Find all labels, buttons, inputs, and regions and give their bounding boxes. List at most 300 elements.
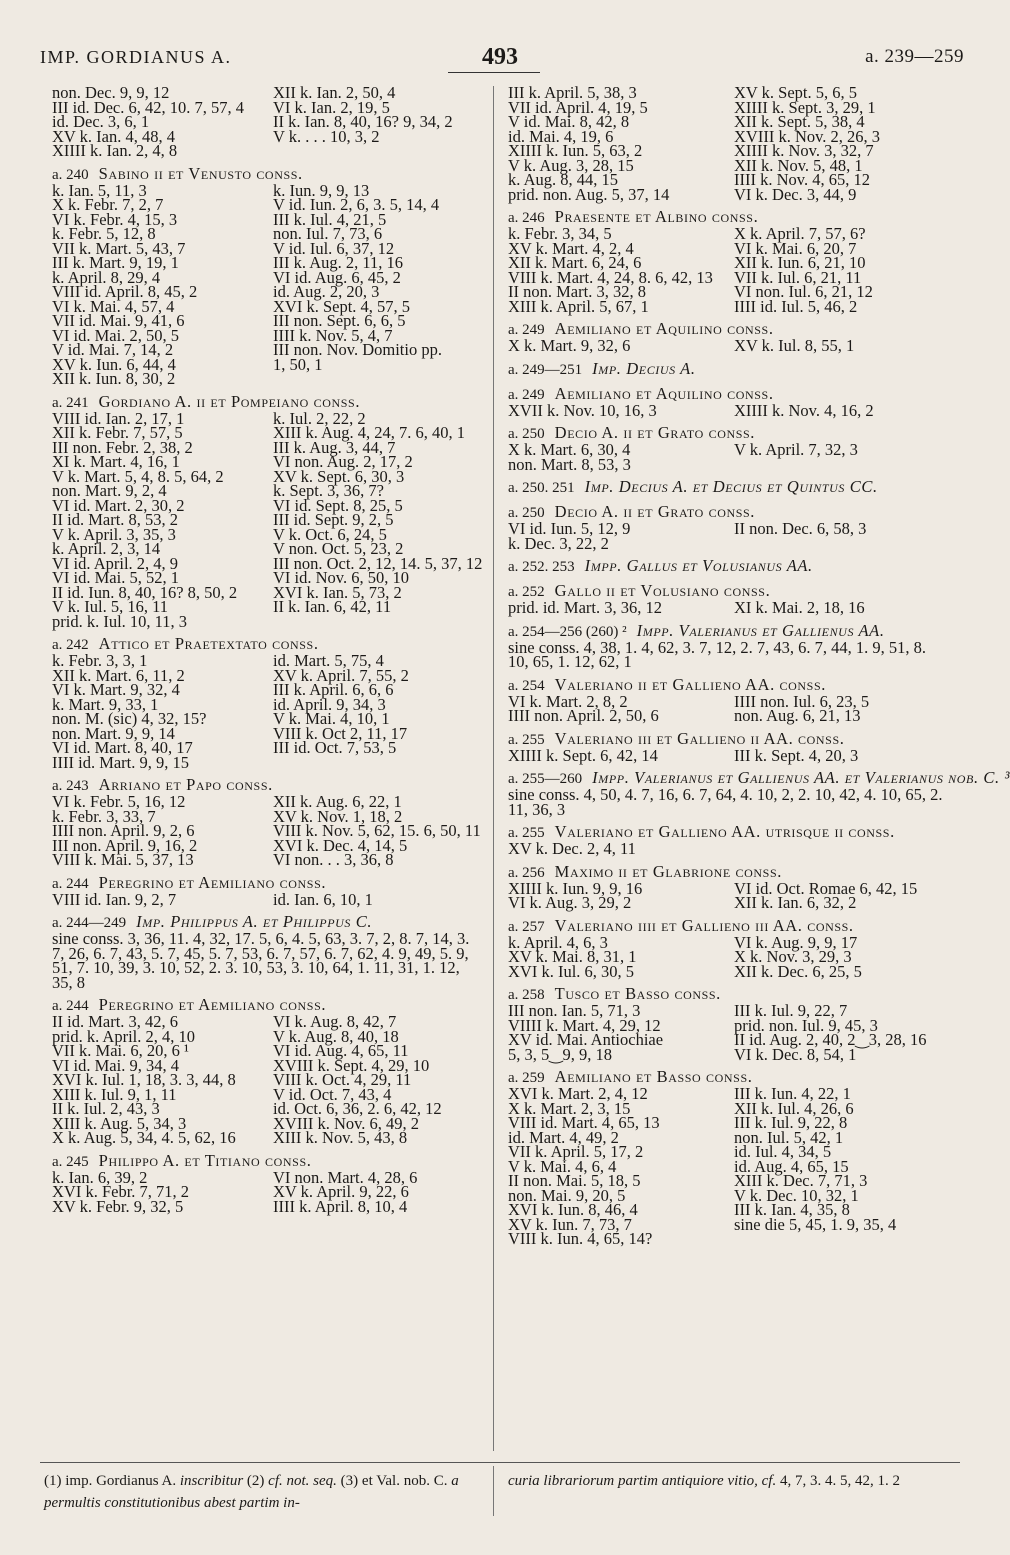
date-entry: IIII non. April. 2, 50, 6 [508, 706, 659, 725]
date-entry: VI k. Dec. 3, 44, 9 [734, 184, 857, 204]
date-entry: V id. Iul. 6, 37, 12 [273, 238, 395, 258]
date-entry: VI id. Mai. 9, 34, 4 [52, 1055, 179, 1075]
chronology-block [508, 1068, 948, 1247]
date-entry: V k. Aug. 8, 40, 18 [273, 1026, 399, 1046]
date-entry: XVI k. Mart. 2, 4, 12 [508, 1084, 648, 1103]
date-entry: II non. Mai. 5, 18, 5 [508, 1171, 641, 1190]
chronology-block [52, 165, 482, 387]
entry-grid [508, 745, 948, 765]
date-entry: VI k. Dec. 8, 54, 1 [734, 1044, 857, 1064]
date-entry: VI id. Oct. Romae 6, 42, 15 [734, 878, 918, 898]
date-entry: XII k. Febr. 7, 57, 5 [52, 423, 183, 442]
date-entry: VI id. Nov. 6, 50, 10 [273, 568, 409, 587]
entry-grid [508, 224, 948, 316]
date-entry: sine die 5, 45, 1. 9, 35, 4 [734, 1214, 897, 1234]
chronology-block [508, 730, 948, 764]
date-entry: V id. Mai. 8, 42, 8 [508, 112, 630, 131]
consuls-label: Decio A. ii et Grato conss. [554, 502, 756, 521]
date-entry: X k. Mart. 6, 30, 4 [508, 440, 631, 459]
consuls-label: Arriano et Papo conss. [98, 775, 273, 794]
footnote-divider [493, 1466, 494, 1516]
date-entry: VI k. Mai. 6, 20, 7 [734, 238, 857, 258]
consuls-label: Valeriano iii et Gallieno ii AA. conss. [554, 728, 845, 748]
date-entry: XVII k. Nov. 10, 16, 3 [508, 400, 657, 420]
date-entry: V k. April. 3, 35, 3 [52, 524, 176, 544]
consuls-label: Impp. Valerianus et Gallienus AA. [636, 620, 885, 640]
date-entry: XII k. Ian. 6, 32, 2 [734, 893, 857, 912]
consuls-label: Philippo A. et Titiano conss. [98, 1150, 312, 1170]
sine-conss-paragraph: sine conss. 3, 36, 11. 4, 32, 17. 5, 6, 4. 5, 63, 3. 7, 2, 8. 7, 14, 3. 7, 26, 6. 7, 43, 5. 7, 45, 5. 7, 53, 6. 7, 57, 6. 7, 62, 4. 9, 49, 5. 9, 51, 7. 10, 39, 3. 10, 52, 2. 3. 10, 53, 3. 10, 64, 1. 11, 31, 1. 12, 35, 8 [52, 929, 470, 992]
consuls-label: Valeriano iiii et Gallieno iii AA. conss. [554, 915, 854, 935]
year-label: a. 250. 251 [508, 480, 575, 496]
date-entry: V non. Oct. 5, 23, 2 [273, 539, 404, 558]
footnote-2-italic: cf. not. seq. [268, 1473, 337, 1489]
date-entry: XV k. Ian. 4, 48, 4 [52, 126, 175, 146]
footnote-3-italic: a permultis constitutionibus abest partim in- [44, 1473, 459, 1511]
date-entry: k. Ian. 6, 39, 2 [52, 1167, 148, 1187]
chronology-block [52, 996, 482, 1146]
footnote-3-continued: curia librariorum partim antiquiore vitio, [508, 1473, 758, 1489]
date-entry: VIII k. Mai. 5, 37, 13 [52, 850, 194, 869]
date-entry [728, 458, 948, 473]
chronology-block [508, 768, 1010, 819]
date-entry: k. April. 4, 6, 3 [508, 932, 608, 952]
date-entry: VI k. Mart. 9, 32, 4 [52, 680, 180, 699]
entry-grid [508, 519, 948, 553]
date-entry: XV k. Iul. 8, 55, 1 [734, 336, 855, 355]
date-entry: VI k. Febr. 4, 15, 3 [52, 209, 178, 229]
date-entry: prid. k. April. 2, 4, 10 [52, 1026, 195, 1046]
date-entry: non. Mart. 9, 9, 14 [52, 723, 175, 743]
date-entry: VI id. Aug. 6, 45, 2 [273, 267, 401, 287]
date-entry: VIII k. Iun. 4, 65, 14? [508, 1229, 653, 1248]
year-label: a. 250 [508, 505, 545, 521]
date-entry [728, 537, 948, 552]
date-entry: XII k. Mart. 6, 11, 2 [52, 665, 185, 685]
date-entry: III non. Nov. Domitio pp. [273, 340, 442, 359]
entry-grid [508, 598, 948, 617]
date-entry: III k. Aug. 3, 44, 7 [273, 437, 396, 457]
date-entry: k. Sept. 3, 36, 7? [273, 481, 384, 500]
date-entry: III id. Sept. 9, 2, 5 [273, 510, 394, 529]
date-entry: XIIII k. Sept. 6, 42, 14 [508, 745, 658, 765]
date-entry: XIIII k. Sept. 3, 29, 1 [734, 97, 876, 117]
entry-grid [52, 180, 482, 388]
date-entry: XV k. Sept. 6, 30, 3 [273, 466, 405, 486]
date-entry: id. Ian. 6, 10, 1 [273, 889, 373, 909]
year-label: a. 254 [508, 677, 545, 694]
date-entry: V id. Oct. 7, 43, 4 [273, 1084, 392, 1104]
date-entry: non. M. (sic) 4, 32, 15? [52, 709, 207, 728]
date-entry: V k. Aug. 3, 28, 15 [508, 155, 634, 175]
date-entry: VII k. Iul. 6, 21, 11 [734, 267, 862, 287]
footnote-1: (1) imp. Gordianus A. [44, 1473, 177, 1489]
date-entry: VIII id. Ian. 2, 17, 1 [52, 408, 185, 428]
date-entry: X k. Aug. 5, 34, 4. 5, 62, 16 [52, 1128, 236, 1147]
date-entry: V k. Mart. 5, 4, 8. 5, 64, 2 [52, 466, 224, 486]
year-label: a. 240 [52, 166, 89, 183]
date-entry: XIII k. Iul. 9, 1, 11 [52, 1084, 177, 1104]
date-entry: XV k. Sept. 5, 6, 5 [734, 83, 857, 102]
chronology-block [52, 1152, 482, 1215]
date-entry: non. Mart. 9, 2, 4 [52, 481, 167, 500]
date-entry: XIII k. April. 5, 67, 1 [508, 296, 649, 316]
date-entry: III non. Ian. 5, 71, 3 [508, 1001, 641, 1020]
consuls-label: Gordiano A. ii et Pompeiano conss. [98, 391, 361, 411]
date-entry: XVI k. Febr. 7, 71, 2 [52, 1182, 190, 1201]
date-entry: II id. Mart. 8, 53, 2 [52, 510, 179, 529]
year-label: a. 243 [52, 778, 89, 794]
sine-conss-paragraph: sine conss. 4, 38, 1. 4, 62, 3. 7, 12, 2. 7, 43, 6. 7, 44, 1. 9, 51, 8. 10, 65, 1. 12, 62, 1 [508, 637, 926, 671]
year-label: a. 241 [52, 394, 89, 411]
year-label: a. 259 [508, 1070, 545, 1086]
date-entry: VI k. Aug. 9, 9, 17 [734, 932, 858, 952]
date-entry: XIII k. Nov. 5, 43, 8 [273, 1128, 408, 1147]
year-label: a. 252 [508, 584, 545, 600]
chronology-block [508, 208, 948, 314]
consuls-label: Imp. Decius A. [592, 358, 696, 378]
date-entry: k. Aug. 8, 44, 15 [508, 170, 619, 189]
running-head-right: a. 239—259 [865, 46, 964, 67]
date-entry: non. Aug. 6, 21, 13 [734, 706, 861, 725]
date-entry: k. Febr. 3, 3, 1 [52, 651, 148, 670]
date-entry: 5, 3, 5‿9, 9, 18 [508, 1044, 613, 1064]
date-entry: XV k. Dec. 2, 4, 11 [508, 839, 636, 858]
date-entry: III k. Aug. 2, 11, 16 [273, 253, 404, 272]
consuls-label: Tusco et Basso conss. [554, 984, 721, 1003]
date-entry: non. Mai. 9, 20, 5 [508, 1185, 626, 1205]
date-entry: XVI k. Iul. 1, 18, 3. 3, 44, 8 [52, 1070, 236, 1089]
date-entry: IIII non. Iul. 6, 23, 5 [734, 691, 870, 711]
chronology-block [508, 320, 948, 354]
date-entry: III k. Ian. 4, 35, 8 [734, 1200, 850, 1219]
consuls-label: Sabino ii et Venusto conss. [98, 163, 303, 183]
date-entry: III k. Iul. 9, 22, 8 [734, 1113, 848, 1132]
date-entry: XV k. April. 9, 22, 6 [273, 1182, 409, 1201]
footnote-2: (2) [246, 1473, 265, 1489]
entry-grid [508, 336, 948, 355]
date-entry: XIIII k. Nov. 4, 16, 2 [734, 400, 874, 420]
date-entry: k. April. 8, 29, 4 [52, 267, 161, 287]
date-entry: XIIII k. Ian. 2, 4, 8 [52, 141, 178, 160]
entry-grid [508, 839, 948, 858]
sine-conss-paragraph: sine conss. 4, 50, 4. 7, 16, 6. 7, 64, 4. 10, 2, 2. 10, 42, 4. 10, 65, 2. 11, 36, 3 [508, 785, 943, 819]
date-entry: II non. Mart. 3, 32, 8 [508, 282, 646, 301]
consuls-label: Valeriano ii et Gallieno AA. conss. [554, 674, 826, 694]
section-heading [508, 360, 948, 379]
date-entry: VIII k. Oct 2, 11, 17 [273, 723, 408, 743]
date-entry: XIIII k. Iun. 5, 63, 2 [508, 141, 643, 160]
date-entry: XII k. Mart. 6, 24, 6 [508, 253, 642, 272]
date-entry: VIIII k. Mart. 4, 29, 12 [508, 1015, 661, 1035]
consuls-label: Praesente et Albino conss. [554, 207, 759, 226]
date-entry: id. Iul. 4, 34, 5 [734, 1142, 832, 1161]
date-entry: XV k. Mart. 4, 2, 4 [508, 238, 634, 258]
date-entry: VI id. Sept. 8, 25, 5 [273, 495, 403, 515]
date-entry: XII k. Ian. 2, 50, 4 [273, 83, 396, 102]
date-entry: VIII id. Mart. 4, 65, 13 [508, 1113, 660, 1132]
date-entry: VI id. Mai. 5, 52, 1 [52, 568, 179, 587]
date-entry: XVIII k. Nov. 2, 26, 3 [734, 126, 881, 146]
date-entry: non. Mart. 8, 53, 3 [508, 454, 631, 474]
date-entry: k. April. 2, 3, 14 [52, 539, 161, 558]
date-entry: III non. April. 9, 16, 2 [52, 835, 198, 855]
year-label: a. 245 [52, 1153, 89, 1170]
date-entry: IIII k. Nov. 5, 4, 7 [273, 325, 393, 345]
date-entry: V k. Mai. 4, 10, 1 [273, 709, 390, 728]
date-entry: XIII k. Dec. 7, 71, 3 [734, 1171, 868, 1190]
entry-grid [52, 792, 482, 869]
date-entry: XVI k. Sept. 4, 57, 5 [273, 296, 411, 316]
date-entry: VI id. Mart. 8, 40, 17 [52, 738, 193, 757]
date-entry: id. Aug. 4, 65, 15 [734, 1156, 849, 1176]
date-entry: X k. Nov. 3, 29, 3 [734, 947, 852, 966]
date-entry: VIII k. Oct. 4, 29, 11 [273, 1070, 412, 1089]
year-label: a. 254—256 (260) ² [508, 623, 627, 640]
date-entry: prid. non. Iul. 9, 45, 3 [734, 1015, 878, 1035]
date-entry: III k. Iul. 9, 22, 7 [734, 1001, 848, 1020]
date-entry: k. Iul. 2, 22, 2 [273, 408, 366, 428]
date-entry: III k. Iul. 4, 21, 5 [273, 209, 387, 229]
entry-grid [508, 932, 948, 981]
year-label: a. 249—251 [508, 361, 583, 378]
running-head-left: IMP. GORDIANUS A. [40, 47, 232, 67]
date-entry: VII id. April. 4, 19, 5 [508, 97, 648, 117]
date-entry: VI id. April. 2, 4, 9 [52, 553, 179, 573]
date-entry: XI k. Mart. 4, 16, 1 [52, 452, 180, 471]
date-entry: X k. Mart. 2, 3, 15 [508, 1098, 631, 1118]
date-entry: V k. April. 7, 32, 3 [734, 440, 858, 459]
right-column [508, 83, 1010, 1456]
date-entry: IIII k. Nov. 4, 65, 12 [734, 170, 870, 189]
consuls-label: Imp. Decius A. et Decius et Quintus CC. [584, 477, 878, 496]
date-entry: XV id. Mai. Antiochiae [508, 1030, 664, 1049]
entry-grid [52, 651, 482, 772]
footnote-3-cf: cf. [761, 1473, 777, 1489]
chronology-block [508, 863, 948, 911]
date-entry: XII k. Aug. 6, 22, 1 [273, 792, 402, 811]
year-label: a. 256 [508, 864, 545, 881]
chronology-block [508, 823, 948, 857]
chronology-block [52, 393, 482, 630]
consuls-label: Attico et Praetextato conss. [98, 634, 319, 653]
date-entry: XVIII k. Nov. 6, 49, 2 [273, 1113, 420, 1133]
consuls-label: Maximo ii et Glabrione conss. [554, 861, 782, 881]
consuls-label: Gallo ii et Volusiano conss. [554, 581, 771, 600]
consuls-label: Impp. Valerianus et Gallienus AA. et Valerianus nob. C. ³ [592, 768, 1010, 787]
date-entry: V k. Iul. 5, 16, 11 [52, 597, 168, 616]
chronology-block [508, 676, 948, 724]
date-entry: k. Iun. 9, 9, 13 [273, 180, 370, 200]
year-label: a. 258 [508, 987, 545, 1003]
date-entry: II id. Aug. 2, 40, 2‿3, 28, 16 [734, 1030, 927, 1049]
footnote-1-italic: inscribitur [179, 1473, 244, 1489]
date-entry: III k. Sept. 4, 20, 3 [734, 745, 859, 765]
chronology-block [52, 83, 482, 160]
date-entry: k. Febr. 3, 33, 7 [52, 806, 156, 826]
chronology-block [52, 776, 482, 868]
date-entry: VIII k. Nov. 5, 62, 15. 6, 50, 11 [273, 821, 481, 840]
left-column [52, 83, 483, 1456]
entry-grid [52, 889, 482, 909]
date-entry: XIIII k. Iun. 9, 9, 16 [508, 878, 643, 898]
date-entry [267, 756, 482, 771]
date-entry: II id. Mart. 3, 42, 6 [52, 1012, 179, 1031]
chronology-block [508, 557, 948, 576]
entry-grid [52, 1167, 482, 1216]
date-entry: III k. Mart. 9, 19, 1 [52, 253, 179, 272]
date-entry: id. Aug. 2, 20, 3 [273, 282, 380, 301]
date-entry [267, 144, 482, 159]
date-entry: id. Dec. 3, 6, 1 [52, 112, 150, 131]
footnotes-left [44, 1470, 480, 1514]
date-entry: XVI k. Dec. 4, 14, 5 [273, 835, 408, 855]
date-entry: III non. Febr. 2, 38, 2 [52, 437, 193, 457]
chronology-block [508, 424, 948, 472]
date-entry: VI non. Aug. 2, 17, 2 [273, 452, 413, 471]
date-entry: II k. Ian. 6, 42, 11 [273, 597, 392, 616]
entry-grid [52, 1012, 482, 1147]
chronology-block [508, 478, 948, 497]
date-entry: VIII id. Ian. 9, 2, 7 [52, 889, 177, 909]
footnote-3-refs: 4, 7, 3. 4. 5, 42, 1. 2 [779, 1473, 900, 1489]
date-entry: XII k. Iun. 8, 30, 2 [52, 369, 176, 388]
date-entry: VI non. Mart. 4, 28, 6 [273, 1167, 418, 1187]
chronology-block [508, 385, 948, 419]
year-label: a. 250 [508, 426, 545, 442]
date-entry: II non. Dec. 6, 58, 3 [734, 519, 867, 538]
consuls-label: Aemiliano et Aquilino conss. [554, 383, 774, 403]
date-entry: IIII id. Iul. 5, 46, 2 [734, 296, 858, 316]
year-label: a. 255 [508, 825, 545, 841]
consuls-label: Decio A. ii et Grato conss. [554, 423, 756, 442]
date-entry: non. Iul. 7, 73, 6 [273, 224, 383, 243]
date-entry: XII k. Iul. 4, 26, 6 [734, 1098, 854, 1118]
year-label: a. 249 [508, 386, 545, 403]
date-entry: VI id. Mart. 2, 30, 2 [52, 495, 185, 515]
entry-grid [508, 400, 948, 420]
date-entry [267, 615, 482, 630]
date-entry: XV k. Iun. 7, 73, 7 [508, 1214, 632, 1234]
section-heading [508, 478, 948, 497]
date-entry [728, 1232, 948, 1247]
date-entry: VI non. . . 3, 36, 8 [273, 850, 394, 869]
date-entry: IIII k. April. 8, 10, 4 [273, 1196, 408, 1216]
year-label: a. 242 [52, 637, 89, 653]
date-entry: XVIII k. Sept. 4, 29, 10 [273, 1055, 430, 1075]
date-entry: X k. Mart. 9, 32, 6 [508, 336, 631, 355]
date-entry: id. Mai. 4, 19, 6 [508, 126, 614, 146]
date-entry: VI k. Aug. 3, 29, 2 [508, 893, 632, 912]
date-entry: XVI k. Iul. 6, 30, 5 [508, 961, 635, 981]
entry-grid [508, 1084, 948, 1248]
date-entry: XIIII k. Nov. 3, 32, 7 [734, 141, 874, 160]
consuls-label: Valeriano et Gallieno AA. utrisque ii conss. [554, 822, 895, 841]
consuls-label: Imp. Philippus A. et Philippus C. [136, 912, 373, 931]
entry-grid [508, 83, 948, 204]
date-entry: VII k. April. 5, 17, 2 [508, 1142, 644, 1161]
entry-grid [52, 83, 482, 160]
date-entry: XII k. Sept. 5, 38, 4 [734, 112, 865, 131]
entry-grid [508, 440, 948, 474]
date-entry: prid. k. Iul. 10, 11, 3 [52, 611, 188, 631]
date-entry: II id. Iun. 8, 40, 16? 8, 50, 2 [52, 582, 238, 602]
date-entry: II k. Ian. 8, 40, 16? 9, 34, 2 [273, 112, 453, 131]
date-entry: IIII non. April. 9, 2, 6 [52, 821, 195, 840]
date-entry: X k. April. 7, 57, 6? [734, 224, 866, 243]
date-entry: VI id. Iun. 5, 12, 9 [508, 519, 631, 538]
date-entry: XII k. Iun. 6, 21, 10 [734, 253, 866, 272]
date-entry: III k. Iun. 4, 22, 1 [734, 1084, 851, 1103]
consuls-label: Aemiliano et Aquilino conss. [554, 319, 774, 338]
date-entry: XV k. Febr. 9, 32, 5 [52, 1196, 184, 1216]
date-entry: id. April. 9, 34, 3 [273, 694, 386, 714]
chronology-block [508, 83, 948, 204]
date-entry: III k. April. 6, 6, 6 [273, 680, 394, 699]
consuls-label: Peregrino et Aemiliano conss. [98, 995, 327, 1014]
date-entry: III k. April. 5, 38, 3 [508, 83, 637, 102]
date-entry: V id. Iun. 2, 6, 3. 5, 14, 4 [273, 195, 440, 214]
date-entry: XII k. Dec. 6, 25, 5 [734, 961, 862, 981]
date-entry: k. Ian. 5, 11, 3 [52, 180, 147, 200]
date-entry: V k. Oct. 6, 24, 5 [273, 524, 387, 544]
date-entry: 1, 50, 1 [273, 354, 323, 374]
date-entry: III non. Oct. 2, 12, 14. 5, 37, 12 [273, 553, 483, 573]
footnotes-right [508, 1470, 952, 1492]
date-entry: prid. non. Aug. 5, 37, 14 [508, 184, 670, 204]
entry-grid [508, 691, 948, 725]
year-label: a. 244 [52, 998, 89, 1014]
date-entry: non. Dec. 9, 9, 12 [52, 83, 170, 102]
header-rule [448, 72, 540, 73]
date-entry: VIII id. April. 8, 45, 2 [52, 282, 198, 301]
date-entry: non. Iul. 5, 42, 1 [734, 1127, 844, 1147]
date-entry [728, 842, 948, 857]
date-entry: III id. Dec. 6, 42, 10. 7, 57, 4 [52, 97, 245, 117]
date-entry: V k. . . . 10, 3, 2 [273, 126, 380, 146]
footnote-rule [40, 1462, 960, 1463]
date-entry: XI k. Mai. 2, 18, 16 [734, 598, 865, 617]
entry-grid [508, 1001, 948, 1064]
date-entry: k. Mart. 9, 33, 1 [52, 694, 159, 714]
date-entry: V id. Mai. 7, 14, 2 [52, 340, 174, 359]
date-entry: id. Oct. 6, 36, 2. 6, 42, 12 [273, 1099, 442, 1118]
chronology-block [508, 503, 948, 551]
date-entry: VI k. Febr. 5, 16, 12 [52, 792, 186, 811]
date-entry: prid. id. Mart. 3, 36, 12 [508, 598, 662, 617]
date-entry: k. Febr. 5, 12, 8 [52, 224, 156, 243]
date-entry: VI id. Aug. 4, 65, 11 [273, 1041, 409, 1060]
consuls-label: Aemiliano et Basso conss. [554, 1067, 753, 1086]
year-label: a. 255—260 [508, 771, 583, 787]
date-entry: IIII id. Mart. 9, 9, 15 [52, 752, 190, 772]
date-entry: VI id. Mai. 2, 50, 5 [52, 325, 179, 345]
chronology-block [508, 582, 948, 616]
consuls-label: Peregrino et Aemiliano conss. [98, 872, 327, 892]
date-entry: XVI k. Ian. 5, 73, 2 [273, 582, 402, 602]
chronology-block [508, 917, 948, 980]
footnote-3: (3) et Val. nob. C. [340, 1473, 448, 1489]
date-entry: VI non. Iul. 6, 21, 12 [734, 282, 873, 301]
chronology-block [508, 622, 948, 670]
date-entry: XIII k. Aug. 4, 24, 7. 6, 40, 1 [273, 423, 466, 442]
chronology-block [52, 635, 482, 770]
date-entry: VII k. Mart. 5, 43, 7 [52, 238, 186, 258]
date-entry: X k. Febr. 7, 2, 7 [52, 195, 164, 214]
date-entry: XV k. Mai. 8, 31, 1 [508, 947, 637, 966]
year-label: a. 255 [508, 731, 545, 748]
section-heading [508, 557, 948, 576]
